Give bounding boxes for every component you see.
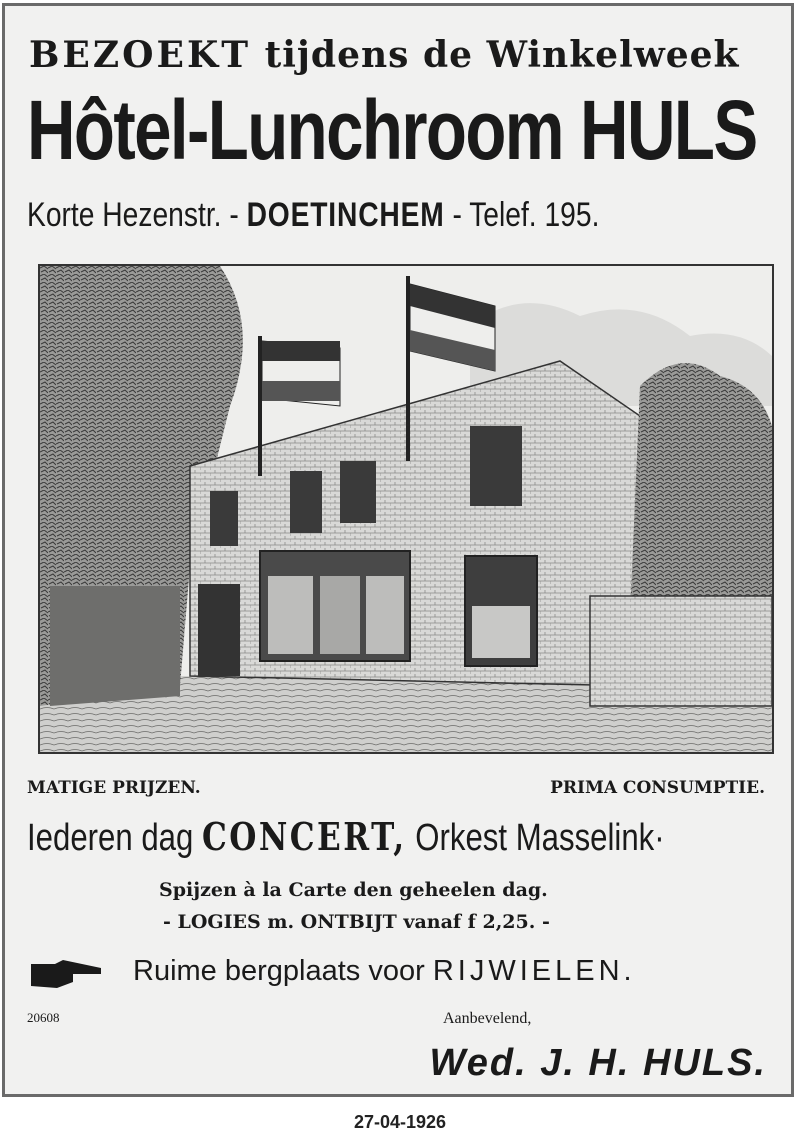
pointing-hand-icon <box>29 958 105 990</box>
phone: Telef. 195. <box>469 196 600 234</box>
concert-orchestra: Orkest Masselink· <box>415 817 665 859</box>
address-line <box>27 196 599 235</box>
concert-word: CONCERT, <box>201 814 407 859</box>
bicycle-storage-text: Ruime bergplaats voor <box>133 955 425 987</box>
bicycles-word: RIJWIELEN. <box>432 955 636 987</box>
hotel-title: Hôtel-Lunchroom HULS <box>27 83 757 177</box>
street: Korte Hezenstr. <box>27 196 222 234</box>
recommendation: Aanbevelend, <box>443 1010 532 1027</box>
concert-line <box>27 814 665 860</box>
concert-prefix: Iederen dag <box>27 817 194 859</box>
ad-code: 20608 <box>27 1010 60 1025</box>
lodging-line: - LOGIES m. ONTBIJT vanaf f 2,25. - <box>163 911 550 933</box>
headline-visit-rest: tijdens de Winkelweek <box>264 34 740 76</box>
separator: - <box>452 196 462 234</box>
city: DOETINCHEM <box>246 196 445 234</box>
tag-prima-consumptie: PRIMA CONSUMPTIE. <box>550 778 765 798</box>
hotel-illustration <box>38 264 774 754</box>
bicycle-storage-line <box>133 955 636 988</box>
separator: - <box>229 196 239 234</box>
publication-date: 27-04-1926 <box>353 1112 447 1132</box>
headline-visit <box>29 34 739 76</box>
headline-visit-word: BEZOEKT <box>29 34 252 76</box>
tag-matige-prijzen: MATIGE PRIJZEN. <box>27 778 201 798</box>
advertisement <box>2 3 794 1097</box>
signature: Wed. J. H. HULS. <box>429 1042 767 1084</box>
menu-line: Spijzen à la Carte den geheelen dag. <box>159 879 548 901</box>
